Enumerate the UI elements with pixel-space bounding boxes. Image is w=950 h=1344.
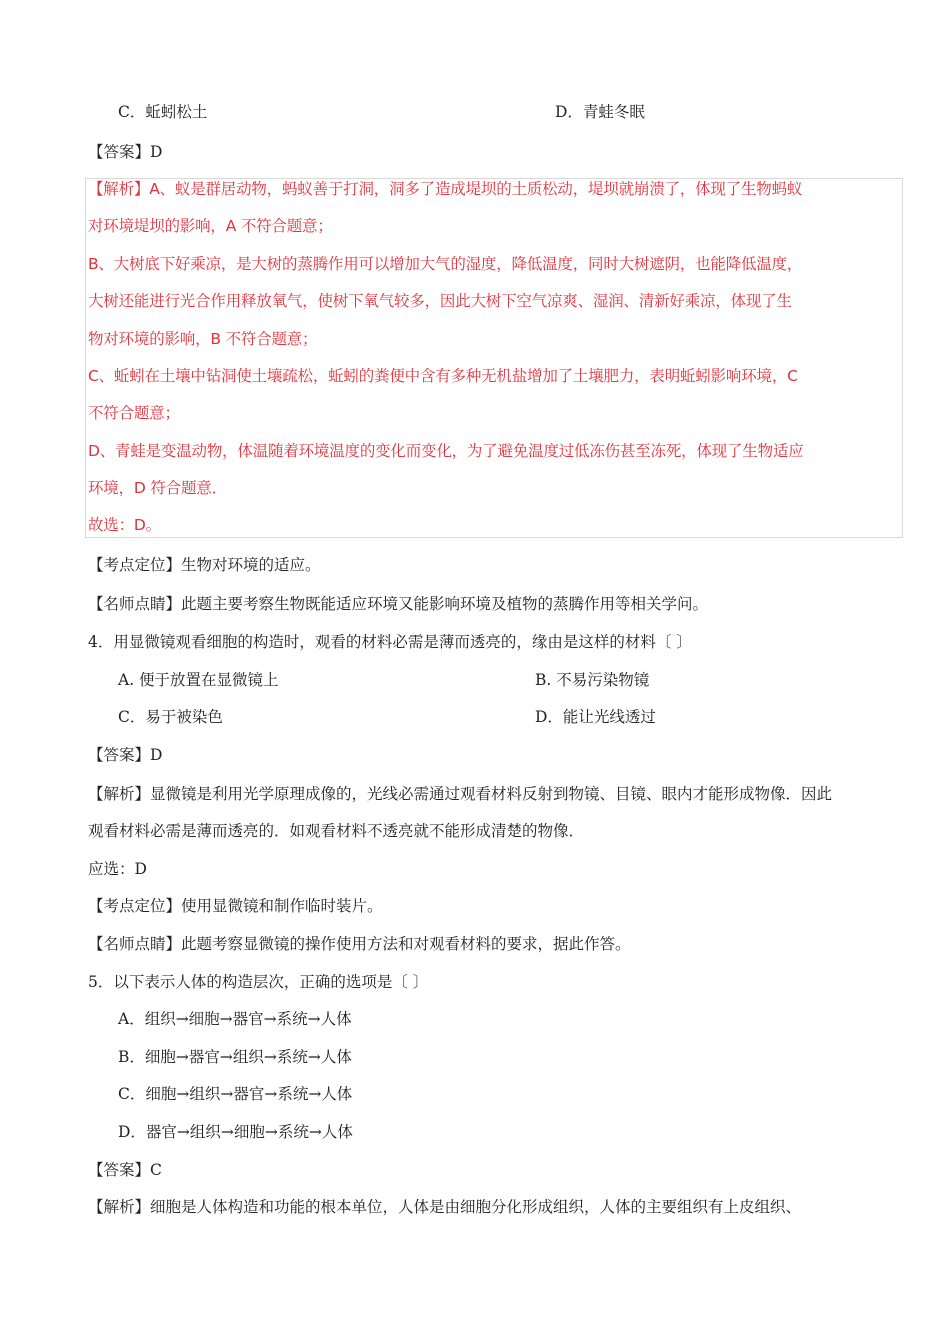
q3-analysis-line: B、大树底下好乘凉，是大树的蒸腾作用可以增加大气的湿度，降低温度，同时大树遮阴，也能降低温度， [88,255,803,273]
q3-answer: 【答案】D [88,143,163,161]
q3-option-d: D．青蛙冬眠 [555,103,645,121]
q4-option-d: D．能让光线透过 [535,708,656,726]
q3-analysis-line: 【解析】A、蚁是群居动物，蚂蚁善于打洞，洞多了造成堤坝的土质松动，堤坝就崩溃了，体现了生物蚂蚁 [88,180,803,198]
q5-stem: 5．以下表示人体的构造层次，正确的选项是〔 〕 [88,973,429,991]
q4-analysis-line: 观看材料必需是薄而透亮的．如观看材料不透亮就不能形成清楚的物像． [88,822,585,840]
q3-analysis-line: 环境，D 符合题意． [88,479,227,497]
q5-option-a: A．组织→细胞→器官→系统→人体 [118,1010,352,1028]
q4-choice: 应选：D [88,860,147,878]
q4-option-c: C．易于被染色 [118,708,223,726]
q5-option-b: B．细胞→器官→组织→系统→人体 [118,1048,352,1066]
q4-analysis-line: 【解析】显微镜是利用光学原理成像的，光线必需通过观看材料反射到物镜、目镜、眼内才能形成物像．因此 [88,785,833,803]
q5-analysis-line: 【解析】细胞是人体构造和功能的根本单位，人体是由细胞分化形成组织，人体的主要组织有上皮组织、 [88,1198,802,1216]
q5-option-c: C．细胞→组织→器官→系统→人体 [118,1085,353,1103]
q5-option-d: D．器官→组织→细胞→系统→人体 [118,1123,353,1141]
q3-analysis-line: 故选：D。 [88,516,161,534]
q3-analysis-line: D、青蛙是变温动物，体温随着环境温度的变化而变化，为了避免温度过低冻伤甚至冻死，体现了生物适应 [88,442,804,460]
q3-option-c: C．蚯蚓松土 [118,103,208,121]
q4-kaodian: 【考点定位】使用显微镜和制作临时装片。 [88,897,383,915]
q3-mingshi: 【名师点睛】此题主要考察生物既能适应环境又能影响环境及植物的蒸腾作用等相关学问。 [88,595,709,613]
q4-stem: 4．用显微镜观看细胞的构造时，观看的材料必需是薄而透亮的，缘由是这样的材料〔 〕 [88,633,692,651]
q4-option-b: B. 不易污染物镜 [535,671,650,689]
q4-option-a: A. 便于放置在显微镜上 [118,671,279,689]
q5-answer: 【答案】C [88,1161,162,1179]
q3-analysis-line: 不符合题意； [88,404,180,422]
q3-analysis-line: 大树还能进行光合作用释放氧气，使树下氧气较多，因此大树下空气凉爽、湿润、清新好乘凉，体现了生 [88,292,792,310]
q3-analysis-line: 物对环境的影响，B 不符合题意； [88,330,318,348]
q3-analysis-line: 对环境堤坝的影响，A 不符合题意； [88,217,333,235]
q4-answer: 【答案】D [88,746,163,764]
q3-kaodian: 【考点定位】生物对环境的适应。 [88,556,321,574]
q3-analysis-line: C、蚯蚓在土壤中钻洞使土壤疏松，蚯蚓的粪便中含有多种无机盐增加了土壤肥力，表明蚯蚓影响环境，C [88,367,798,385]
q4-mingshi: 【名师点睛】此题考察显微镜的操作使用方法和对观看材料的要求，据此作答。 [88,935,631,953]
